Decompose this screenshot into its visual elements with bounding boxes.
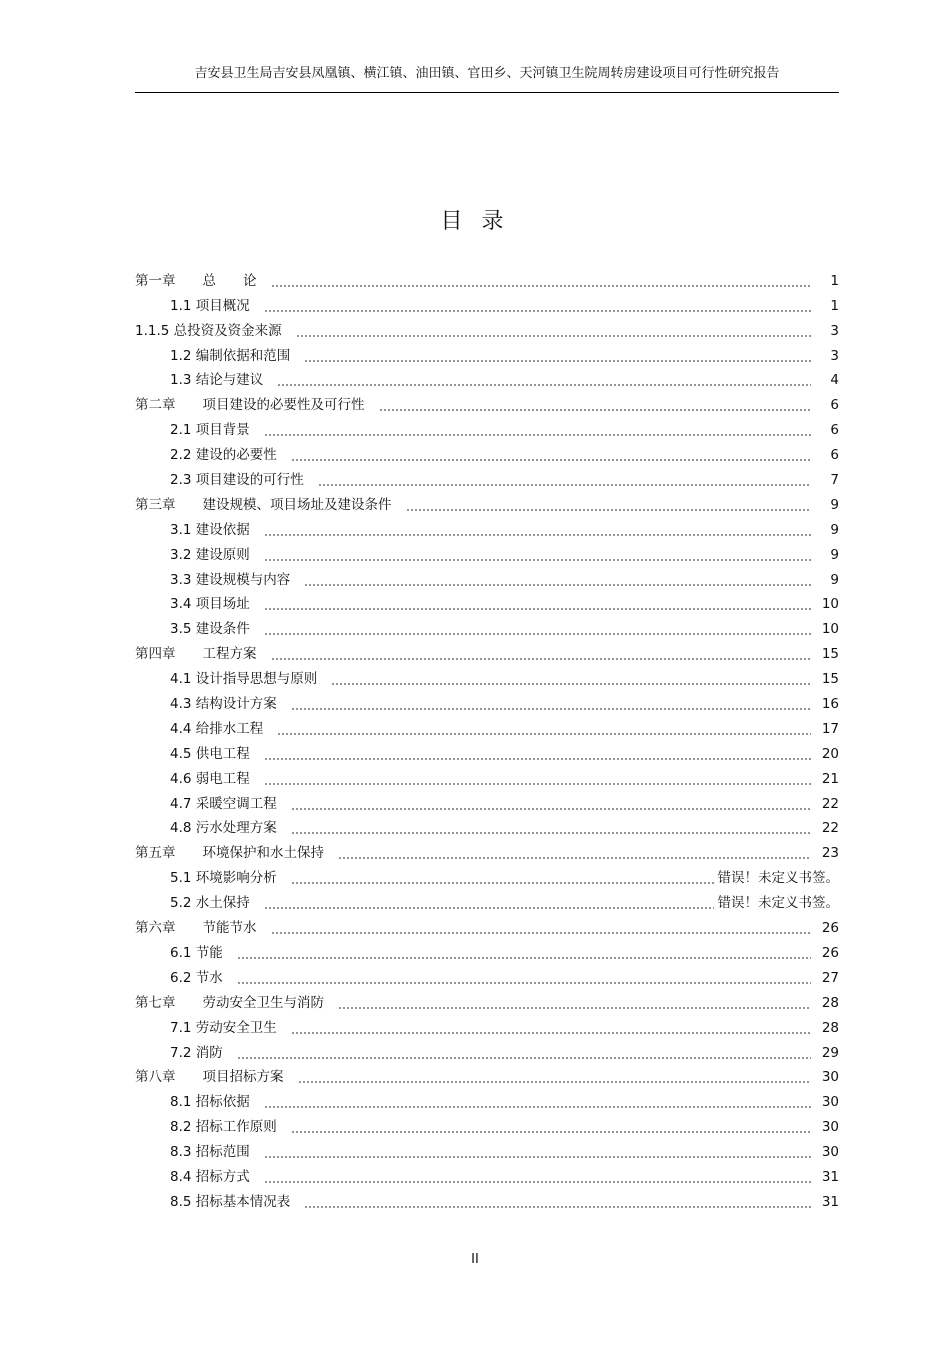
dot-leader [338, 845, 811, 861]
toc-entry[interactable] [135, 1110, 839, 1135]
dot-leader [318, 472, 811, 488]
dot-leader [338, 995, 811, 1011]
toc-entry-page: 20 [821, 745, 839, 762]
dot-leader [264, 621, 811, 637]
toc-entry-page: 31 [821, 1168, 839, 1185]
toc-entry-page: 7 [830, 472, 839, 489]
toc-entry[interactable] [135, 314, 839, 339]
toc-entry-page: 1 [830, 297, 839, 314]
toc-entry[interactable] [135, 413, 839, 438]
toc-entry-page: 28 [821, 1019, 839, 1036]
toc-entry[interactable] [135, 563, 839, 588]
toc-entry-page: 错误！未定义书签。 [717, 870, 839, 887]
toc-entry[interactable] [135, 662, 839, 687]
toc-entry[interactable] [135, 438, 839, 463]
toc-entry-label: 7.2 消防 [170, 1044, 223, 1061]
dot-leader [271, 920, 812, 936]
toc-entry-page: 6 [830, 397, 839, 414]
dot-leader [264, 422, 811, 438]
dot-leader [291, 796, 811, 812]
toc-entry[interactable] [135, 836, 839, 861]
dot-leader [264, 522, 811, 538]
toc-entry-label: 第一章 总 论 [135, 272, 257, 289]
toc-entry-page: 30 [821, 1094, 839, 1111]
dot-leader [277, 372, 811, 388]
toc-entry-page: 3 [830, 347, 839, 364]
toc-entry-page: 30 [821, 1144, 839, 1161]
toc-entry[interactable] [135, 513, 839, 538]
toc-entry[interactable] [135, 1185, 839, 1210]
toc-entry[interactable] [135, 687, 839, 712]
toc-entry[interactable] [135, 463, 839, 488]
toc-entry-page: 10 [821, 596, 839, 613]
toc-entry-page: 6 [830, 447, 839, 464]
toc-entry-label: 第二章 项目建设的必要性及可行性 [135, 397, 365, 414]
toc-entry-page: 21 [821, 770, 839, 787]
toc-entry[interactable] [135, 1061, 839, 1086]
toc-entry-label: 8.5 招标基本情况表 [170, 1193, 291, 1210]
toc-entry-label: 3.1 建设依据 [170, 521, 250, 538]
toc-entry[interactable] [135, 364, 839, 389]
toc-entry-page: 17 [821, 720, 839, 737]
dot-leader [296, 323, 811, 339]
toc-entry-page: 3 [830, 322, 839, 339]
toc-entry-page: 31 [821, 1193, 839, 1210]
toc-entry[interactable] [135, 488, 839, 513]
dot-leader [291, 1020, 811, 1036]
toc-entry-page: 9 [830, 521, 839, 538]
toc-entry[interactable] [135, 712, 839, 737]
toc-entry[interactable] [135, 339, 839, 364]
toc-entry-page: 30 [821, 1119, 839, 1136]
toc-entry-page: 27 [821, 969, 839, 986]
dot-leader [237, 970, 811, 986]
toc-entry-label: 第三章 建设规模、项目场址及建设条件 [135, 496, 392, 513]
dot-leader [291, 820, 811, 836]
toc-entry[interactable] [135, 861, 839, 886]
dot-leader [291, 696, 811, 712]
toc-entry[interactable] [135, 936, 839, 961]
page-number: II [471, 1252, 479, 1267]
toc-entry[interactable] [135, 1135, 839, 1160]
toc-entry-label: 5.2 水土保持 [170, 895, 250, 912]
toc-entry-page: 22 [821, 795, 839, 812]
dot-leader [264, 746, 811, 762]
toc-entry-page: 10 [821, 621, 839, 638]
dot-leader [264, 298, 811, 314]
toc-entry-page: 29 [821, 1044, 839, 1061]
toc-entry-label: 8.2 招标工作原则 [170, 1119, 277, 1136]
toc-entry-page: 15 [821, 671, 839, 688]
toc-entry-label: 3.4 项目场址 [170, 596, 250, 613]
toc-entry-page: 28 [821, 994, 839, 1011]
dot-leader [264, 1169, 811, 1185]
toc-entry-page: 6 [830, 422, 839, 439]
toc-entry-page: 4 [830, 372, 839, 389]
toc-entry-page: 9 [830, 496, 839, 513]
toc-entry-page: 30 [821, 1069, 839, 1086]
dot-leader [304, 572, 811, 588]
toc-entry[interactable] [135, 1036, 839, 1061]
dot-leader [264, 895, 714, 911]
toc-entry-label: 6.2 节水 [170, 969, 223, 986]
toc-entry[interactable] [135, 787, 839, 812]
dot-leader [304, 348, 811, 364]
toc-entry-label: 2.1 项目背景 [170, 422, 250, 439]
toc-entry-label: 第八章 项目招标方案 [135, 1069, 284, 1086]
dot-leader [277, 721, 811, 737]
dot-leader [237, 945, 811, 961]
toc-entry-label: 1.2 编制依据和范围 [170, 347, 291, 364]
dot-leader [271, 646, 812, 662]
toc-entry-label: 4.6 弱电工程 [170, 770, 250, 787]
toc-entry-page: 22 [821, 820, 839, 837]
dot-leader [264, 771, 811, 787]
toc-entry-label: 第七章 劳动安全卫生与消防 [135, 994, 324, 1011]
toc-entry-page: 23 [821, 845, 839, 862]
dot-leader [264, 596, 811, 612]
toc-entry[interactable] [135, 1160, 839, 1185]
toc-entry-label: 6.1 节能 [170, 944, 223, 961]
toc-entry-page: 错误！未定义书签。 [717, 895, 839, 912]
toc-entry-label: 第六章 节能节水 [135, 920, 257, 937]
dot-leader [331, 671, 811, 687]
toc-entry-page: 15 [821, 646, 839, 663]
dot-leader [264, 1094, 811, 1110]
toc-entry-page: 1 [830, 272, 839, 289]
toc-entry[interactable] [135, 588, 839, 613]
toc-entry-label: 3.2 建设原则 [170, 546, 250, 563]
toc-entry-page: 9 [830, 546, 839, 563]
toc-entry-label: 8.1 招标依据 [170, 1094, 250, 1111]
toc-entry[interactable] [135, 1085, 839, 1110]
toc-entry[interactable] [135, 961, 839, 986]
toc-entry-label: 第五章 环境保护和水土保持 [135, 845, 324, 862]
toc-entry-label: 2.3 项目建设的可行性 [170, 472, 304, 489]
toc-entry-label: 4.8 污水处理方案 [170, 820, 277, 837]
dot-leader [291, 870, 714, 886]
table-of-contents [135, 264, 839, 1210]
toc-entry-page: 16 [821, 696, 839, 713]
dot-leader [264, 1144, 811, 1160]
dot-leader [379, 397, 812, 413]
toc-entry-label: 2.2 建设的必要性 [170, 447, 277, 464]
toc-entry-label: 1.1.5 总投资及资金来源 [135, 322, 282, 339]
dot-leader [264, 547, 811, 563]
running-header: 吉安县卫生局吉安县凤凰镇、横江镇、油田镇、官田乡、天河镇卫生院周转房建设项目可行性研究报告 [135, 64, 839, 93]
dot-leader [237, 1045, 811, 1061]
toc-entry-label: 7.1 劳动安全卫生 [170, 1019, 277, 1036]
toc-entry-label: 8.3 招标范围 [170, 1144, 250, 1161]
toc-entry-label: 3.3 建设规模与内容 [170, 571, 291, 588]
dot-leader [291, 1119, 811, 1135]
toc-entry-page: 26 [821, 920, 839, 937]
toc-title: 目 录 [440, 209, 510, 234]
toc-entry-page: 26 [821, 944, 839, 961]
toc-entry-label: 1.1 项目概况 [170, 297, 250, 314]
toc-entry[interactable] [135, 737, 839, 762]
toc-entry[interactable] [135, 289, 839, 314]
toc-entry-label: 4.3 结构设计方案 [170, 696, 277, 713]
toc-entry-label: 5.1 环境影响分析 [170, 870, 277, 887]
toc-entry-label: 第四章 工程方案 [135, 646, 257, 663]
toc-entry-label: 1.3 结论与建议 [170, 372, 264, 389]
toc-entry-label: 4.4 给排水工程 [170, 720, 264, 737]
dot-leader [304, 1194, 811, 1210]
toc-entry[interactable] [135, 538, 839, 563]
dot-leader [271, 273, 812, 289]
dot-leader [291, 447, 811, 463]
toc-entry-label: 4.7 采暖空调工程 [170, 795, 277, 812]
toc-entry[interactable] [135, 612, 839, 637]
toc-entry[interactable] [135, 911, 839, 936]
toc-entry-label: 4.1 设计指导思想与原则 [170, 671, 318, 688]
dot-leader [406, 497, 812, 513]
toc-entry[interactable] [135, 986, 839, 1011]
toc-entry[interactable] [135, 1011, 839, 1036]
toc-entry[interactable] [135, 388, 839, 413]
toc-entry[interactable] [135, 264, 839, 289]
toc-entry[interactable] [135, 812, 839, 837]
toc-entry-page: 9 [830, 571, 839, 588]
dot-leader [298, 1069, 812, 1085]
toc-entry-label: 3.5 建设条件 [170, 621, 250, 638]
toc-entry-label: 4.5 供电工程 [170, 745, 250, 762]
toc-entry-label: 8.4 招标方式 [170, 1168, 250, 1185]
toc-entry[interactable] [135, 762, 839, 787]
toc-entry[interactable] [135, 886, 839, 911]
toc-entry[interactable] [135, 637, 839, 662]
